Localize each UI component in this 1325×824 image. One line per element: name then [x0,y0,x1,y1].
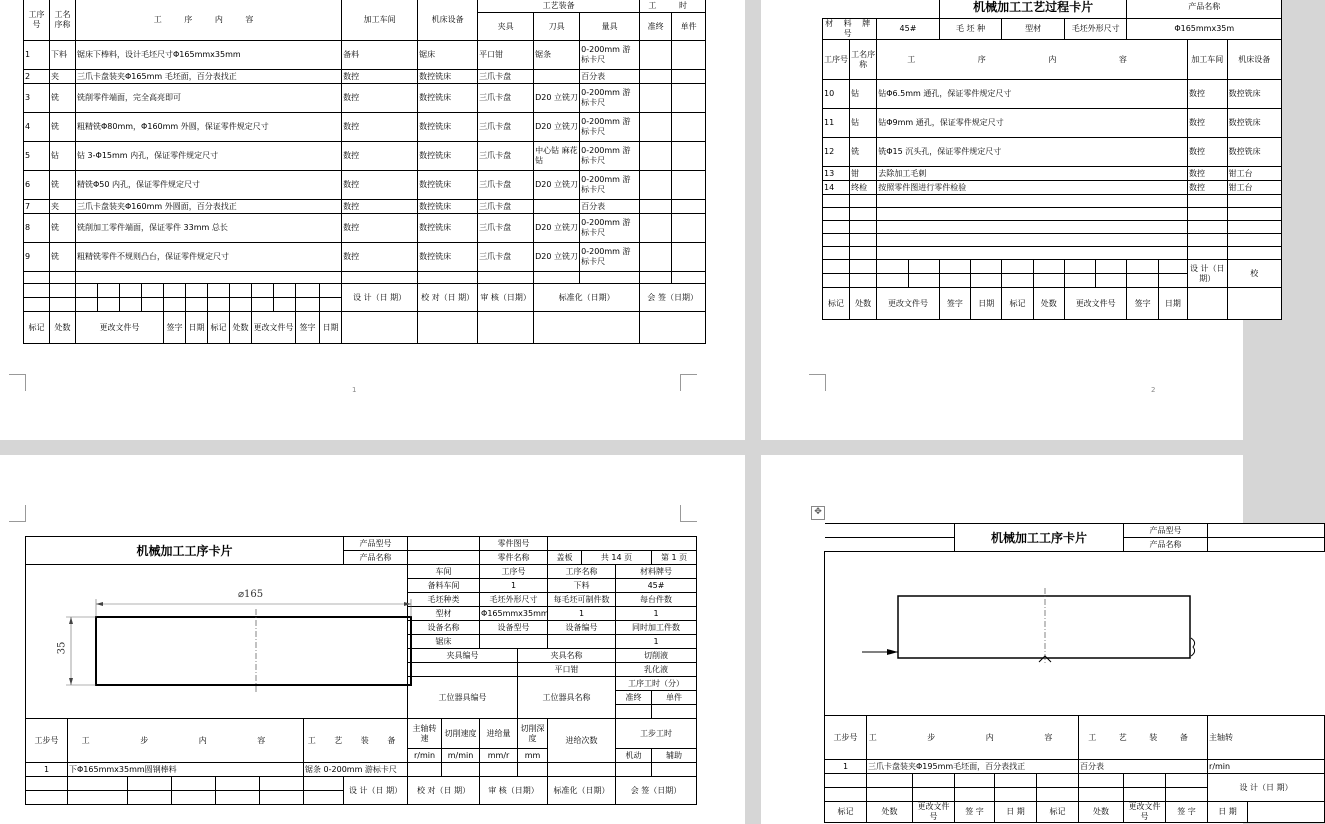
cell-gauge: 0-200mm 游标卡尺 [580,113,640,142]
arrow-icon [69,678,73,685]
table-row [823,138,1282,167]
p2-footer-date: 日期 [971,288,1002,320]
cell-workshop: 数控 [342,84,418,113]
cell-workshop: 数控 [1187,138,1227,167]
card3-coolant-val: 乳化液 [616,663,697,677]
cell-prep [640,41,672,70]
cell-unit [672,171,706,200]
table-row [24,84,706,113]
cell-machine: 数控铣床 [1227,80,1281,109]
hdr-equipment: 工艺装备 [478,0,640,13]
cell-step-content: 铣削加工零件端面，保证零件 33mm 总长 [76,214,342,243]
arrow-icon [96,602,103,606]
footer-change-doc-2: 更改文件号 [252,312,296,344]
card3-material-no: 材料牌号 [616,565,697,579]
p2-footer-count-2: 处数 [1033,288,1064,320]
card3-drawing-area [26,565,408,719]
cell-gauge: 0-200mm 游标卡尺 [580,84,640,113]
card3-total-pages: 共 14 页 [582,551,652,565]
blank-outline [898,596,1190,658]
cell-step-content: 精铣Φ50 内孔，保证零件规定尺寸 [76,171,342,200]
card3-blank-kind-val: 型材 [408,607,480,621]
cell-step-content: 铣削零件端面，完全高亮即可 [76,84,342,113]
cell-step-content: 钻Φ9mm 通孔，保证零件规定尺寸 [877,109,1188,138]
signoff-sign: 会 签（日期） [640,284,706,312]
card3-u-feed: mm/r [480,749,518,763]
cell-machine: 数控铣床 [418,200,478,214]
cell-machine: 数控铣床 [418,171,478,200]
table-row [823,167,1282,181]
card3-step-no-val: 1 [480,579,548,593]
cell-workshop: 数控 [342,200,418,214]
cell-step-no: 12 [823,138,850,167]
cell-fixture: 三爪卡盘 [478,243,534,272]
hdr-machine: 机床设备 [418,0,478,41]
card3-blank-size: 毛坯外形尺寸 [480,593,548,607]
cell-fixture: 三爪卡盘 [478,214,534,243]
move-handle-icon[interactable]: ✥ [811,506,825,520]
margin-mark [9,505,26,522]
card4-product-model: 产品型号 [1124,524,1208,538]
cell-step-name: 钻 [50,142,76,171]
cell-workshop: 数控 [342,214,418,243]
process-card-page2 [822,0,1282,320]
cell-step-name: 夹 [50,70,76,84]
signoff-check: 校 对（日 期） [418,284,478,312]
cell-workshop: 数控 [1187,80,1227,109]
cell-tool: 中心钻 麻花钻 [534,142,580,171]
card3-part-drawing: 零件图号 [480,537,548,551]
cell-step-content: 按照零件图进行零件检验 [877,181,1188,195]
card3-per-unit: 每台件数 [616,593,697,607]
cell-machine: 数控铣床 [418,70,478,84]
margin-mark [680,374,697,391]
cell-step-no: 2 [24,70,50,84]
card3-hdr-depth: 切削深度 [518,719,548,749]
cell-step-no: 5 [24,142,50,171]
card4-footer-signature-2: 签 字 [1166,802,1208,823]
card3-part-name-label: 零件名称 [480,551,548,565]
cell-workshop: 数控 [1187,181,1227,195]
cell-workshop: 备料 [342,41,418,70]
card3-station-name: 工位器具名称 [518,677,616,719]
card4-row-no: 1 [825,760,867,774]
cell-unit [672,142,706,171]
cell-step-content: 三爪卡盘装夹Φ160mm 外圆面，百分表找正 [76,200,342,214]
table-row [24,113,706,142]
hdr-workshop: 加工车间 [342,0,418,41]
cell-gauge: 0-200mm 游标卡尺 [580,243,640,272]
table-row [24,41,706,70]
cell-step-content: 钻Φ6.5mm 通孔，保证零件规定尺寸 [877,80,1188,109]
cell-fixture: 平口钳 [478,41,534,70]
table-row [24,142,706,171]
table-row [24,70,706,84]
table-row [823,109,1282,138]
card3-blank-size-val: Φ165mmx35mm [480,607,548,621]
card3-prep: 准终 [616,691,652,705]
card3-fixture-name: 夹具名称 [518,649,616,663]
cell-prep [640,243,672,272]
cell-prep [640,171,672,200]
card3-product-name: 产品名称 [344,551,408,565]
card3-hdr-step: 工步号 [26,719,68,763]
cell-step-content: 铣Φ15 沉头孔，保证零件规定尺寸 [877,138,1188,167]
hdr-time: 工 时 [640,0,706,13]
operation-card-2 [824,523,1325,823]
page-3 [0,455,745,824]
cell-step-content: 三爪卡盘装夹Φ165mm 毛坯面，百分表找正 [76,70,342,84]
cell-gauge: 百分表 [580,200,640,214]
hdr-prep: 准终 [640,13,672,41]
cell-tool [534,70,580,84]
hdr-gauge: 量具 [580,13,640,41]
cell-step-no: 4 [24,113,50,142]
cell-step-content: 去除加工毛刺 [877,167,1188,181]
card3-step-name: 工序名称 [548,565,616,579]
card4-hdr-content: 工 步 内 容 [867,716,1079,760]
dim-width-label: ⌀165 [238,589,264,600]
cell-tool: D20 立铣刀 [534,171,580,200]
cell-step-no: 10 [823,80,850,109]
p2-hdr-name: 工名序称 [850,40,877,80]
cell-step-name: 铣 [50,243,76,272]
cell-fixture: 三爪卡盘 [478,200,534,214]
margin-mark [9,374,26,391]
card3-part-name: 盖板 [548,551,582,565]
cell-tool [534,200,580,214]
cell-tool: 锯条 [534,41,580,70]
cell-workshop: 数控 [342,142,418,171]
footer-mark-2: 标记 [208,312,230,344]
card3-hdr-feed: 进给量 [480,719,518,749]
page-number: 2 [1151,386,1156,394]
page2-material-label: 材 料 牌 号 [823,19,877,40]
cell-gauge: 0-200mm 游标卡尺 [580,142,640,171]
card3-equip-name: 设备名称 [408,621,480,635]
page2-blank-size: Φ165mmx35m [1127,19,1282,40]
card3-signoff-design: 设 计（日 期） [344,777,408,805]
cell-unit [672,200,706,214]
card3-title: 机械加工工序卡片 [26,537,344,565]
page-1 [0,0,745,440]
cell-fixture: 三爪卡盘 [478,142,534,171]
card3-hdr-hours: 工步工时 [616,719,697,749]
p2-footer-date-2: 日期 [1158,288,1187,320]
card4-footer-mark-2: 标记 [1037,802,1079,823]
hdr-fixture: 夹具 [478,13,534,41]
arrow-icon [404,602,411,606]
cell-prep [640,214,672,243]
cell-step-no: 3 [24,84,50,113]
card3-unit: 单件 [652,691,697,705]
p2-hdr-workshop: 加工车间 [1187,40,1227,80]
cell-step-no: 8 [24,214,50,243]
cell-step-name: 夹 [50,200,76,214]
cell-tool: D20 立铣刀 [534,243,580,272]
table-row [823,80,1282,109]
card4-drawing-area [825,552,1325,716]
cell-gauge: 0-200mm 游标卡尺 [580,41,640,70]
card3-per-unit-val: 1 [616,607,697,621]
dim-height-label: 35 [56,641,68,655]
margin-mark [809,374,826,391]
card4-row-equip: 百分表 [1079,760,1208,774]
cell-step-name: 铣 [50,214,76,243]
p2-hdr-step-no: 工序号 [823,40,850,80]
card4-footer-mark: 标记 [825,802,867,823]
cell-step-no: 1 [24,41,50,70]
card3-fixture-name-val: 平口钳 [518,663,616,677]
p2-footer-change-doc-2: 更改文件号 [1064,288,1127,320]
cell-machine: 数控铣床 [418,84,478,113]
page2-material: 45# [877,19,940,40]
cell-step-name: 铣 [50,113,76,142]
card3-row-equip: 锯条 0-200mm 游标卡尺 [304,763,408,777]
card4-footer-date: 日 期 [995,802,1037,823]
card3-material-val: 45# [616,579,697,593]
signoff-standard: 标准化（日期） [534,284,640,312]
signoff-design: 设 计（日 期） [342,284,418,312]
cell-gauge: 0-200mm 游标卡尺 [580,214,640,243]
cell-step-no: 7 [24,200,50,214]
card3-coolant: 切削液 [616,649,697,663]
card3-equip-model: 设备型号 [480,621,548,635]
card3-step-name-val: 下料 [548,579,616,593]
cell-machine: 数控铣床 [1227,138,1281,167]
cell-step-name: 钳 [850,167,877,181]
card3-simul-val: 1 [616,635,697,649]
card3-simul: 同时加工件数 [616,621,697,635]
page2-product-name: 产品名称 [1127,0,1282,19]
card3-signoff-review: 审 核（日期） [480,777,548,805]
card3-equip-name-val: 锯床 [408,635,480,649]
cell-workshop: 数控 [1187,167,1227,181]
cell-machine: 锯床 [418,41,478,70]
cell-fixture: 三爪卡盘 [478,70,534,84]
hdr-unit: 单件 [672,13,706,41]
hdr-step-no: 工序号 [24,0,50,41]
table-row [823,181,1282,195]
card4-title: 机械加工工序卡片 [955,524,1124,552]
page-4 [761,455,1293,824]
cell-workshop: 数控 [342,113,418,142]
card4-footer-count: 处数 [867,802,913,823]
card3-per-blank-val: 1 [548,607,616,621]
p2-footer-mark: 标记 [823,288,850,320]
cell-machine: 数控铣床 [1227,109,1281,138]
card3-signoff-standard: 标准化（日期） [548,777,616,805]
footer-signature-2: 签字 [296,312,320,344]
cell-machine: 钳工台 [1227,181,1281,195]
cell-workshop: 数控 [1187,109,1227,138]
cell-step-content: 锯床下棒料，设计毛坯尺寸Φ165mmx35mm [76,41,342,70]
cell-gauge: 0-200mm 游标卡尺 [580,171,640,200]
hdr-content: 工 序 内 容 [76,0,342,41]
cell-unit [672,41,706,70]
cell-machine: 数控铣床 [418,142,478,171]
cell-step-name: 钻 [850,109,877,138]
footer-change-doc: 更改文件号 [76,312,164,344]
p2-footer-count: 处数 [850,288,877,320]
table-row [24,214,706,243]
operation-card-1 [25,536,697,805]
page2-blank-size-label: 毛坯外形尺寸 [1064,19,1127,40]
cell-step-no: 6 [24,171,50,200]
cell-fixture: 三爪卡盘 [478,171,534,200]
card4-footer-date-2: 日 期 [1208,802,1248,823]
cell-prep [640,142,672,171]
card3-signoff-check: 校 对（日 期） [408,777,480,805]
cell-tool: D20 立铣刀 [534,214,580,243]
card4-part-drawing-sketch [825,552,1245,716]
cell-prep [640,84,672,113]
card3-page: 第 1 页 [652,551,697,565]
cell-tool: D20 立铣刀 [534,84,580,113]
cell-unit [672,70,706,84]
card4-hdr-step: 工步号 [825,716,867,760]
card3-hdr-equip: 工 艺 装 备 [304,719,408,763]
cell-workshop: 数控 [342,243,418,272]
cell-step-no: 14 [823,181,850,195]
cell-step-content: 粗精铣零件不规则凸台，保证零件规定尺寸 [76,243,342,272]
cell-step-name: 铣 [50,84,76,113]
card3-u-mach: 机动 [616,749,652,763]
cell-unit [672,214,706,243]
cell-step-no: 11 [823,109,850,138]
card4-footer-change-doc-2: 更改文件号 [1124,802,1166,823]
cell-step-name: 铣 [850,138,877,167]
table-row [24,200,706,214]
card4-footer-change-doc: 更改文件号 [913,802,955,823]
cell-step-name: 下料 [50,41,76,70]
card3-row-no: 1 [26,763,68,777]
p2-signoff-check: 校 [1227,260,1281,288]
card3-hdr-speed: 主轴转速 [408,719,442,749]
cell-unit [672,243,706,272]
card4-product-name: 产品名称 [1124,538,1208,552]
cell-step-content: 钻 3-Φ15mm 内孔，保证零件规定尺寸 [76,142,342,171]
footer-mark: 标记 [24,312,50,344]
cell-step-no: 13 [823,167,850,181]
card4-u-speed: r/min [1208,760,1325,774]
card3-row-content: 下Φ165mmx35mm圆钢棒料 [68,763,304,777]
p2-hdr-content: 工 序 内 容 [877,40,1188,80]
page2-blank-type-label: 毛 坯 种 [939,19,1002,40]
cell-step-name: 终检 [850,181,877,195]
p2-hdr-machine: 机床设备 [1227,40,1281,80]
footer-count-2: 处数 [230,312,252,344]
blank-outline [96,617,411,685]
card3-part-drawing-sketch [26,569,436,729]
hdr-tool: 刀具 [534,13,580,41]
p2-footer-signature-2: 签字 [1127,288,1158,320]
p2-signoff-design: 设 计（日 期） [1187,260,1227,288]
process-card-page1 [23,0,706,344]
cell-prep [640,200,672,214]
card3-u-speed: r/min [408,749,442,763]
arrow-icon [69,617,73,624]
page-number: 1 [352,386,357,394]
card3-product-model: 产品型号 [344,537,408,551]
footer-date: 日期 [186,312,208,344]
cell-machine: 数控铣床 [418,243,478,272]
cell-fixture: 三爪卡盘 [478,84,534,113]
margin-mark [680,505,697,522]
cell-gauge: 百分表 [580,70,640,84]
cell-prep [640,113,672,142]
p2-footer-change-doc: 更改文件号 [877,288,940,320]
card3-u-cut: m/min [442,749,480,763]
p2-footer-mark-2: 标记 [1002,288,1033,320]
hdr-step-name: 工名序称 [50,0,76,41]
card3-signoff-sign: 会 签（日期） [616,777,697,805]
card3-per-blank: 每毛坯可制件数 [548,593,616,607]
cell-unit [672,84,706,113]
page2-blank-type: 型材 [1002,19,1065,40]
cell-step-no: 9 [24,243,50,272]
cell-step-content: 粗精铣Φ80mm，Φ160mm 外圆，保证零件规定尺寸 [76,113,342,142]
arrow-icon [887,649,898,655]
footer-signature: 签字 [164,312,186,344]
card3-equip-no: 设备编号 [548,621,616,635]
card4-footer-count-2: 处数 [1079,802,1124,823]
cell-fixture: 三爪卡盘 [478,113,534,142]
cell-step-name: 钻 [850,80,877,109]
card3-step-time: 工序工时（分） [616,677,697,691]
card3-step-no: 工序号 [480,565,548,579]
table-row [24,171,706,200]
card3-u-depth: mm [518,749,548,763]
card3-blank-kind: 毛坯种类 [408,593,480,607]
card4-hdr-speed: 主轴转 [1208,716,1325,760]
signoff-review: 审 核（日期） [478,284,534,312]
card3-workshop-val: 备料车间 [408,579,480,593]
card3-workshop: 车间 [408,565,480,579]
card4-signoff-design: 设 计（日 期） [1208,774,1325,802]
cell-workshop: 数控 [342,70,418,84]
card3-station-no: 工位器具编号 [408,677,518,719]
break-icon [1191,638,1195,656]
footer-date-2: 日期 [320,312,342,344]
cell-machine: 数控铣床 [418,113,478,142]
page2-title: 机械加工工艺过程卡片 [939,0,1127,19]
p2-footer-signature: 签字 [939,288,970,320]
cell-prep [640,70,672,84]
cell-unit [672,113,706,142]
card3-hdr-passes: 进给次数 [548,719,616,763]
card4-footer-signature: 签 字 [955,802,995,823]
cell-tool: D20 立铣刀 [534,113,580,142]
card4-row-content: 三爪卡盘装夹Φ195mm毛坯面，百分表找正 [867,760,1079,774]
card3-fixture-no: 夹具编号 [408,649,518,663]
cell-workshop: 数控 [342,171,418,200]
cell-step-name: 铣 [50,171,76,200]
card4-hdr-equip: 工 艺 装 备 [1079,716,1208,760]
card3-hdr-cut-speed: 切削速度 [442,719,480,749]
table-row [24,243,706,272]
page-2 [761,0,1271,440]
cell-machine: 钳工台 [1227,167,1281,181]
cell-machine: 数控铣床 [418,214,478,243]
card3-u-aux: 辅助 [652,749,697,763]
footer-count: 处数 [50,312,76,344]
card3-hdr-content: 工 步 内 容 [68,719,304,763]
